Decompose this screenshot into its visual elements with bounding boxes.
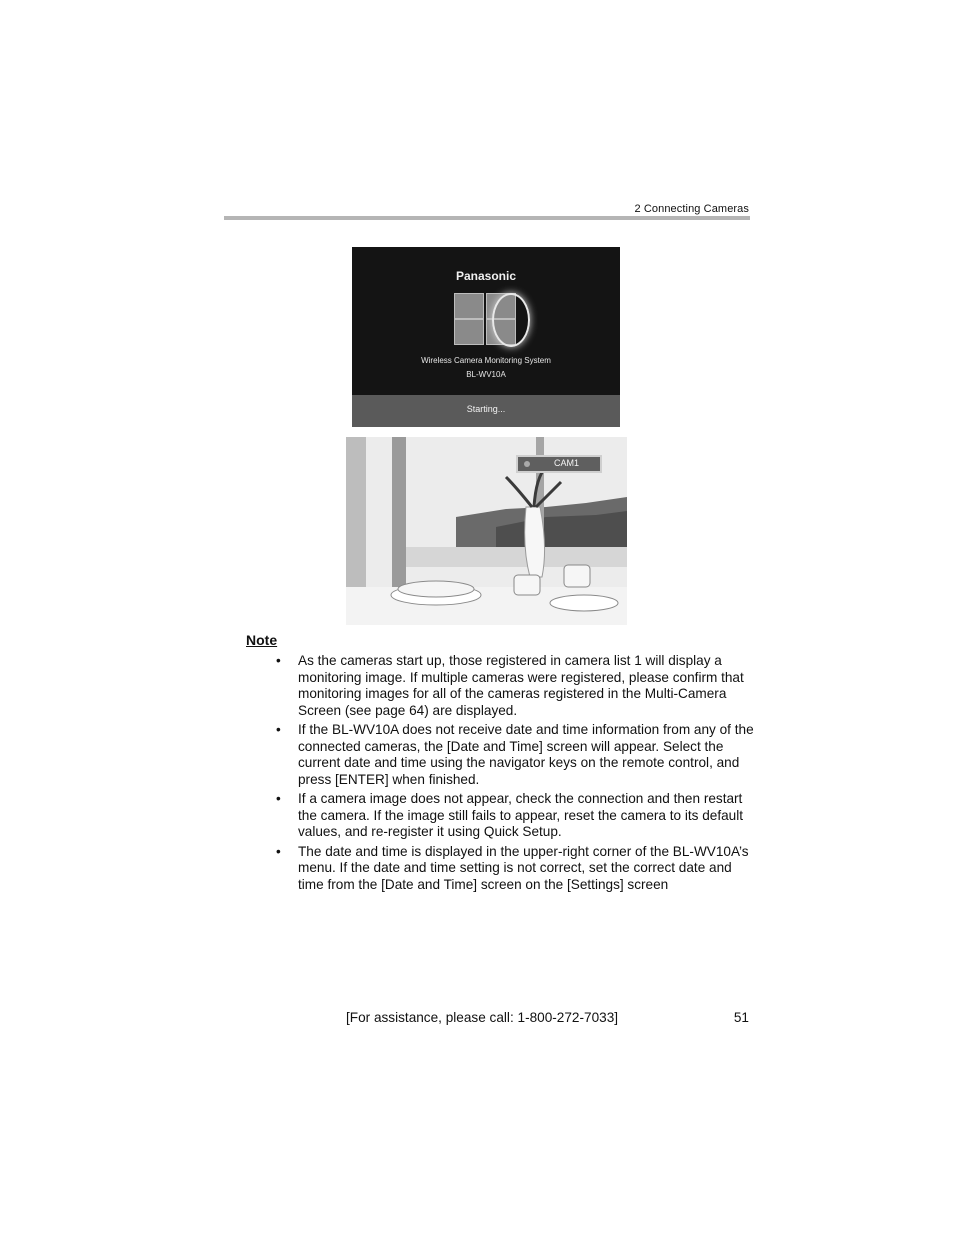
baby-face-icon xyxy=(454,293,484,319)
startup-screen-image xyxy=(352,247,620,427)
status-bar xyxy=(352,395,620,427)
camera-status-dot-icon xyxy=(524,461,530,467)
note-item-text: If a camera image does not appear, check the connection and then restart the camera. If the image still fails to appear, reset the camera to its default values, and re-register it using Quick Setup. xyxy=(298,791,744,839)
note-item-text: The date and time is displayed in the upper-right corner of the BL-WV10A’s menu. If the date and time setting is not correct, set the correct date and time from the [Date and Time] screen on the [Settings] screen xyxy=(298,843,749,892)
brand-logo: Panasonic xyxy=(455,269,517,283)
note-item-text: As the cameras start up, those registered in camera list 1 will display a monitoring image. If multiple cameras were registered, please confirm that monitoring images for all of the cameras registered in the Multi-Camera Screen (see page 64) are displayed. xyxy=(298,653,744,718)
note-item xyxy=(276,653,756,719)
camera-icons-graphic xyxy=(452,293,532,345)
highlight-ring xyxy=(492,293,530,347)
page-number: 51 xyxy=(733,1010,749,1025)
note-item xyxy=(276,791,756,841)
camera-label-text: CAM1 xyxy=(554,458,580,468)
status-text: Starting... xyxy=(466,404,506,414)
camera-label-badge xyxy=(516,455,602,473)
bullet-icon: • xyxy=(276,791,281,806)
note-item xyxy=(276,722,756,788)
system-name: Wireless Camera Monitoring System xyxy=(421,356,551,365)
camera-monitoring-image xyxy=(346,437,627,625)
note-item-text: If the BL-WV10A does not receive date and time information from any of the connected cameras, the [Date and Time] screen will appear. Select the current date and time using the navigator keys on the remote control, and press [ENTER] when finished. xyxy=(298,722,754,787)
header-rule xyxy=(224,216,750,220)
bullet-icon: • xyxy=(276,653,281,668)
person-icon xyxy=(454,319,484,345)
section-header: 2 Connecting Cameras xyxy=(634,203,749,215)
bullet-icon: • xyxy=(276,722,281,737)
model-name: BL-WV10A xyxy=(466,370,506,379)
note-item xyxy=(276,844,756,894)
assistance-footer: [For assistance, please call: 1-800-272-7033] xyxy=(346,1010,619,1025)
bullet-icon: • xyxy=(276,843,281,859)
note-heading: Note xyxy=(246,632,278,648)
note-list xyxy=(276,653,756,896)
